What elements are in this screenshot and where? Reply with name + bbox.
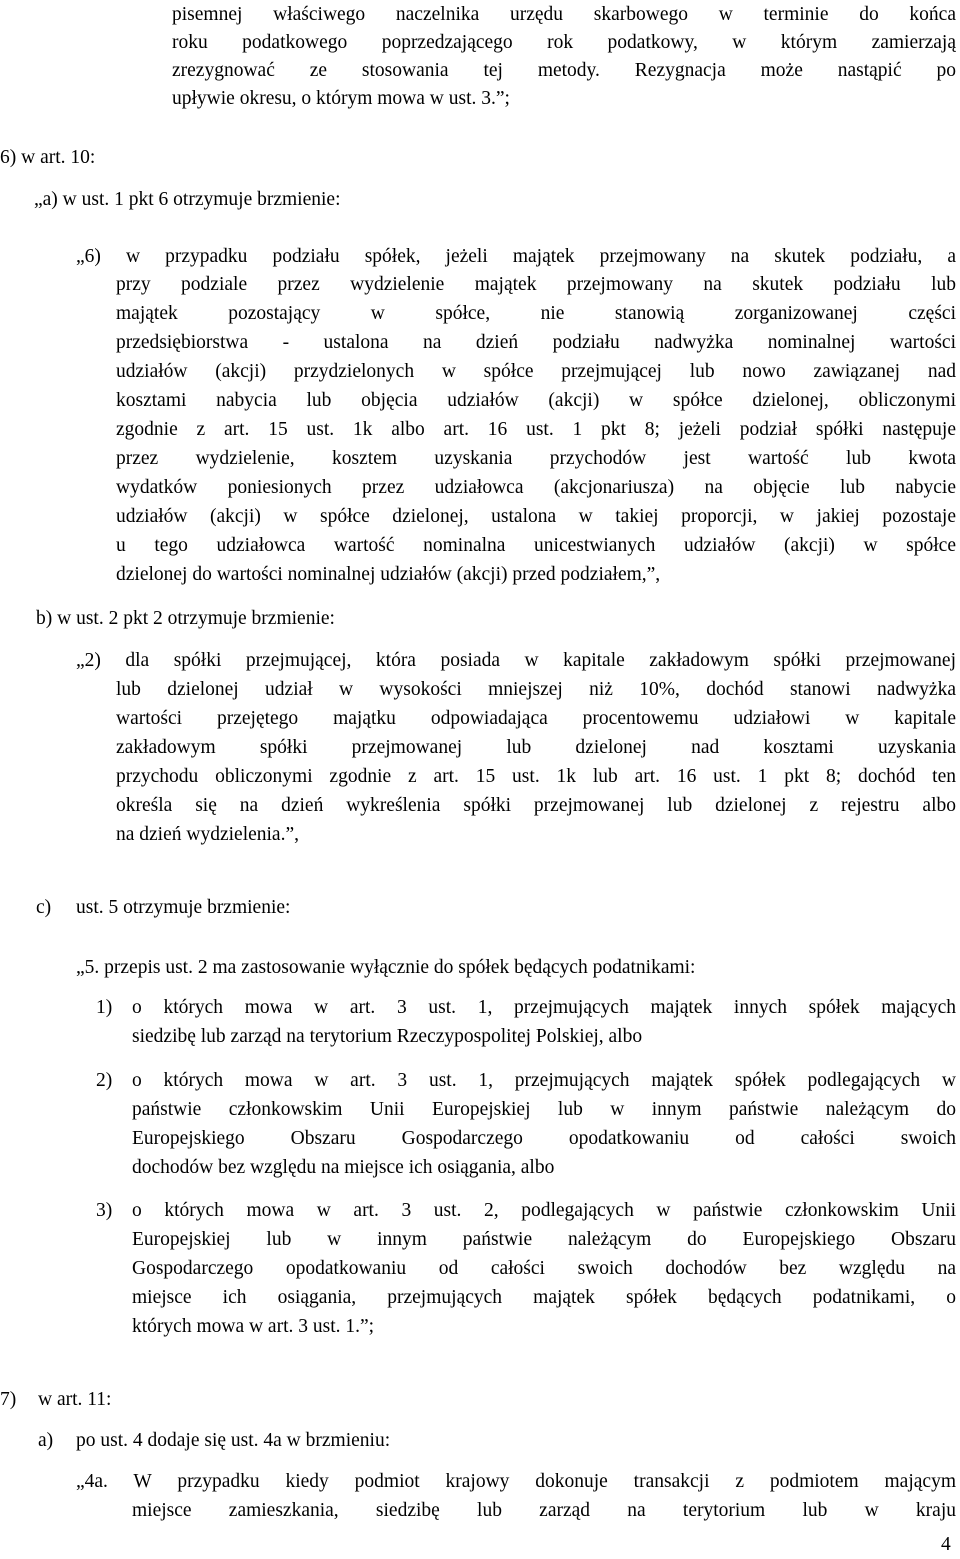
list-item-line: o których mowa w art. 3 ust. 2, podlegających w państwie członkowskim Unii <box>132 1200 956 1221</box>
point-6a-heading: „a) w ust. 1 pkt 6 otrzymuje brzmienie: <box>34 189 341 210</box>
quote-6-line: udziałów (akcji) przydzielonych w spółce przejmującej lub nowo zawiązanej nad <box>116 361 956 382</box>
quote-6-line: przedsiębiorstwa - ustalona na dzień podziału nadwyżka nominalnej wartości <box>116 332 956 353</box>
quote-2-line: przychodu obliczonymi zgodnie z art. 15 ust. 1k lub art. 16 ust. 1 pkt 8; dochód ten <box>116 766 956 787</box>
quote-2-line: „2) dla spółki przejmującej, która posiada w kapitale zakładowym spółki przejmowanej <box>76 650 956 671</box>
list-item-line: o których mowa w art. 3 ust. 1, przejmujących majątek spółek podlegających w <box>132 1070 956 1091</box>
quote-6-line: wydatków poniesionych przez udziałowca (akcjonariusza) na objęcie lub nabycie <box>116 477 956 498</box>
quote-6-line: dzielonej do wartości nominalnej udziałów (akcji) przed podziałem,”, <box>116 564 661 585</box>
point-6c-label: c) <box>36 897 52 918</box>
intro-line: zrezygnować ze stosowania tej metody. Rezygnacja może nastąpić po <box>172 60 956 81</box>
quote-6-line: przy podziale przez wydzielenie majątek przejmowany na skutek podziału lub <box>116 274 956 295</box>
list-item-number: 2) <box>96 1070 113 1091</box>
quote-6-line: kosztami nabycia lub objęcia udziałów (akcji) w spółce dzielonej, obliczonymi <box>116 390 956 411</box>
intro-line: roku podatkowego poprzedzającego rok podatkowy, w którym zamierzają <box>172 32 956 53</box>
quote-5-line: „5. przepis ust. 2 ma zastosowanie wyłącznie do spółek będących podatnikami: <box>76 957 696 978</box>
list-item-line: których mowa w art. 3 ust. 1.”; <box>132 1316 375 1337</box>
quote-4a-line: miejsce zamieszkania, siedzibę lub zarząd na terytorium lub w kraju <box>132 1500 956 1521</box>
page-number: 4 <box>941 1534 951 1555</box>
quote-2-line: lub dzielonej udział w wysokości mniejszej niż 10%, dochód stanowi nadwyżka <box>116 679 956 700</box>
point-7-heading: w art. 11: <box>38 1389 112 1410</box>
list-item-line: Europejskiej lub w innym państwie należącym do Europejskiego Obszaru <box>132 1229 956 1250</box>
quote-2-line: na dzień wydzielenia.”, <box>116 824 299 845</box>
point-6b-heading: b) w ust. 2 pkt 2 otrzymuje brzmienie: <box>36 608 335 629</box>
list-item-line: Gospodarczego opodatkowaniu od całości swoich dochodów bez względu na <box>132 1258 956 1279</box>
list-item-line: dochodów bez względu na miejsce ich osiągania, albo <box>132 1157 555 1178</box>
point-7a-heading: po ust. 4 dodaje się ust. 4a w brzmieniu: <box>76 1430 391 1451</box>
point-7-number: 7) <box>0 1389 17 1410</box>
point-7a-number: a) <box>38 1430 54 1451</box>
quote-2-line: wartości przejętego majątku odpowiadająca procentowemu udziałowi w kapitale <box>116 708 956 729</box>
list-item-number: 3) <box>96 1200 113 1221</box>
point-6-heading: 6) w art. 10: <box>0 147 96 168</box>
quote-6-line: zgodnie z art. 15 ust. 1k albo art. 16 ust. 1 pkt 8; jeżeli podział spółki następuje <box>116 419 956 440</box>
quote-2-line: zakładowym spółki przejmowanej lub dzielonej nad kosztami uzyskania <box>116 737 956 758</box>
quote-4a-line: „4a. W przypadku kiedy podmiot krajowy dokonuje transakcji z podmiotem mającym <box>76 1471 956 1492</box>
list-item-line: siedzibę lub zarząd na terytorium Rzeczypospolitej Polskiej, albo <box>132 1026 643 1047</box>
intro-line: upływie okresu, o którym mowa w ust. 3.”; <box>172 88 510 109</box>
quote-6-line: majątek pozostający w spółce, nie stanowią zorganizowanej części <box>116 303 956 324</box>
list-item-line: państwie członkowskim Unii Europejskiej lub w innym państwie należącym do <box>132 1099 956 1120</box>
quote-2-line: określa się na dzień wykreślenia spółki przejmowanej lub dzielonej z rejestru albo <box>116 795 956 816</box>
list-item-line: o których mowa w art. 3 ust. 1, przejmujących majątek innych spółek mających <box>132 997 956 1018</box>
list-item-number: 1) <box>96 997 113 1018</box>
quote-6-line: przez wydzielenie, kosztem uzyskania przychodów jest wartość lub kwota <box>116 448 956 469</box>
quote-6-line: udziałów (akcji) w spółce dzielonej, ustalona w takiej proporcji, w jakiej pozostaje <box>116 506 956 527</box>
list-item-line: miejsce ich osiągania, przejmujących majątek spółek będących podatnikami, o <box>132 1287 956 1308</box>
intro-line: pisemnej właściwego naczelnika urzędu skarbowego w terminie do końca <box>172 4 956 25</box>
quote-6-line: „6) w przypadku podziału spółek, jeżeli majątek przejmowany na skutek podziału, a <box>76 246 956 267</box>
list-item-line: Europejskiego Obszaru Gospodarczego opodatkowaniu od całości swoich <box>132 1128 956 1149</box>
point-6c-heading: ust. 5 otrzymuje brzmienie: <box>76 897 291 918</box>
quote-6-line: u tego udziałowca wartość nominalna unicestwianych udziałów (akcji) w spółce <box>116 535 956 556</box>
